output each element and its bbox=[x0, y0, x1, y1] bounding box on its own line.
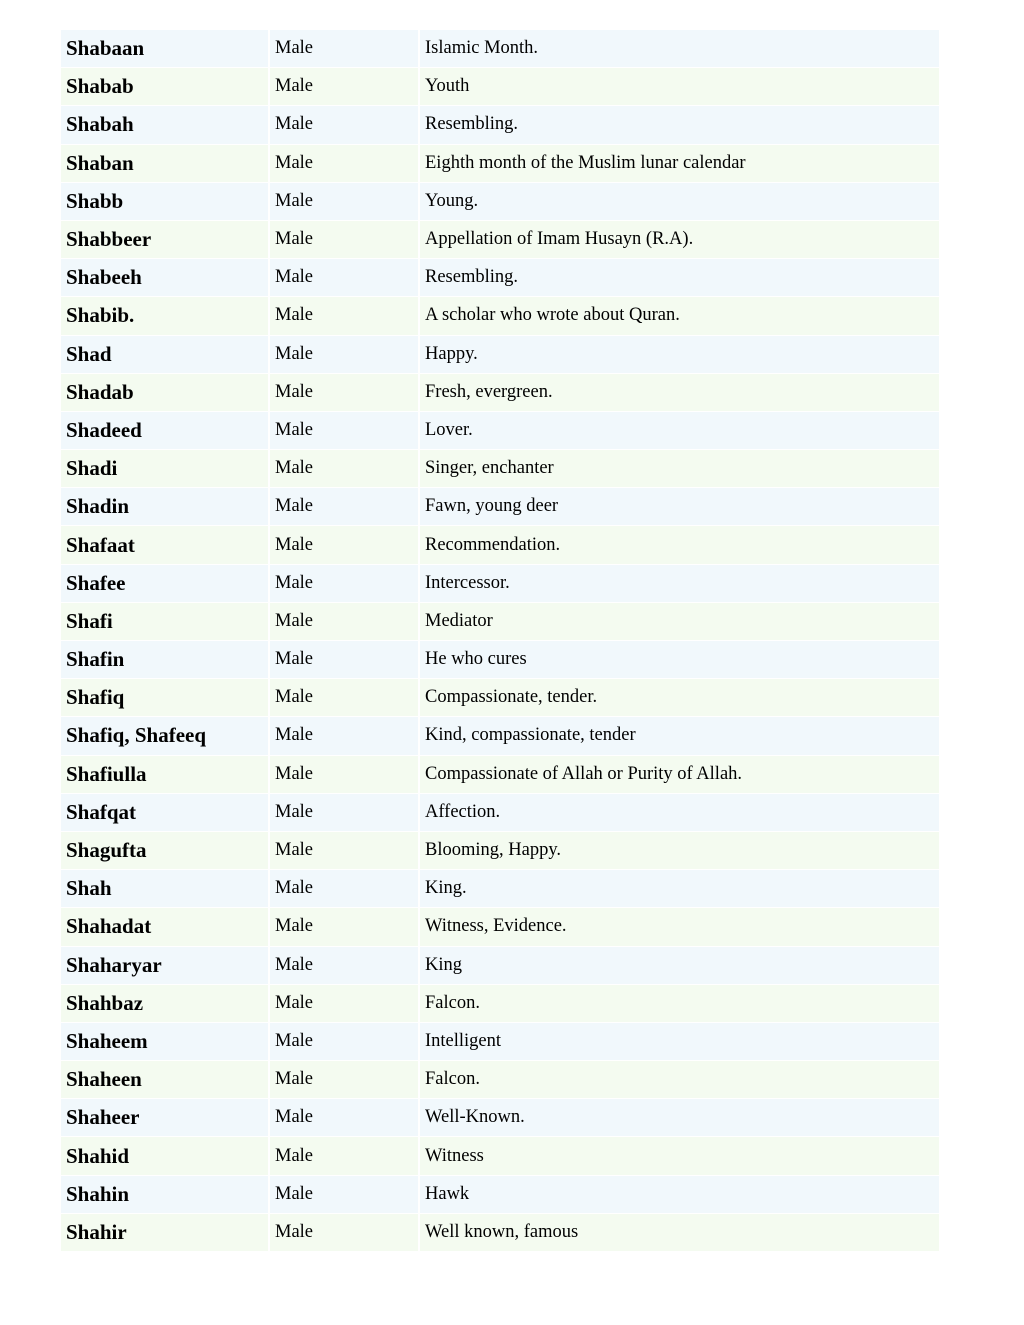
table-row bbox=[61, 1023, 939, 1061]
table-row bbox=[61, 68, 939, 106]
name-cell: Shadin bbox=[61, 488, 270, 526]
meaning-cell: Lover. bbox=[420, 412, 939, 450]
meaning-cell: Affection. bbox=[420, 794, 939, 832]
meaning-cell: Falcon. bbox=[420, 1061, 939, 1099]
meaning-cell: A scholar who wrote about Quran. bbox=[420, 297, 939, 335]
name-cell: Shaban bbox=[61, 145, 270, 183]
table-row bbox=[61, 717, 939, 755]
gender-cell: Male bbox=[270, 1023, 420, 1061]
table-row bbox=[61, 412, 939, 450]
table-row bbox=[61, 183, 939, 221]
gender-cell: Male bbox=[270, 756, 420, 794]
table-row bbox=[61, 259, 939, 297]
gender-cell: Male bbox=[270, 374, 420, 412]
gender-cell: Male bbox=[270, 450, 420, 488]
table-row bbox=[61, 1099, 939, 1137]
name-cell: Shaheer bbox=[61, 1099, 270, 1137]
meaning-cell: Fresh, evergreen. bbox=[420, 374, 939, 412]
meaning-cell: Blooming, Happy. bbox=[420, 832, 939, 870]
name-cell: Shadab bbox=[61, 374, 270, 412]
gender-cell: Male bbox=[270, 1176, 420, 1214]
name-cell: Shahid bbox=[61, 1137, 270, 1175]
table-row bbox=[61, 30, 939, 68]
gender-cell: Male bbox=[270, 679, 420, 717]
name-cell: Shabib. bbox=[61, 297, 270, 335]
gender-cell: Male bbox=[270, 603, 420, 641]
gender-cell: Male bbox=[270, 336, 420, 374]
gender-cell: Male bbox=[270, 488, 420, 526]
meaning-cell: Intelligent bbox=[420, 1023, 939, 1061]
table-row bbox=[61, 1176, 939, 1214]
gender-cell: Male bbox=[270, 526, 420, 564]
meaning-cell: Recommendation. bbox=[420, 526, 939, 564]
name-cell: Shabab bbox=[61, 68, 270, 106]
name-cell: Shabb bbox=[61, 183, 270, 221]
meaning-cell: Young. bbox=[420, 183, 939, 221]
name-cell: Shah bbox=[61, 870, 270, 908]
meaning-cell: King bbox=[420, 947, 939, 985]
meaning-cell: Well-Known. bbox=[420, 1099, 939, 1137]
meaning-cell: Hawk bbox=[420, 1176, 939, 1214]
gender-cell: Male bbox=[270, 221, 420, 259]
table-row bbox=[61, 526, 939, 564]
names-table bbox=[61, 30, 939, 1252]
gender-cell: Male bbox=[270, 106, 420, 144]
gender-cell: Male bbox=[270, 985, 420, 1023]
table-row bbox=[61, 985, 939, 1023]
meaning-cell: Appellation of Imam Husayn (R.A). bbox=[420, 221, 939, 259]
meaning-cell: Resembling. bbox=[420, 259, 939, 297]
meaning-cell: Well known, famous bbox=[420, 1214, 939, 1252]
name-cell: Shahir bbox=[61, 1214, 270, 1252]
meaning-cell: Compassionate of Allah or Purity of Allah. bbox=[420, 756, 939, 794]
name-cell: Shabbeer bbox=[61, 221, 270, 259]
gender-cell: Male bbox=[270, 565, 420, 603]
name-cell: Shabeeh bbox=[61, 259, 270, 297]
table-row bbox=[61, 947, 939, 985]
table-row bbox=[61, 794, 939, 832]
table-row bbox=[61, 106, 939, 144]
name-cell: Shafi bbox=[61, 603, 270, 641]
meaning-cell: Mediator bbox=[420, 603, 939, 641]
name-cell: Shafaat bbox=[61, 526, 270, 564]
meaning-cell: Falcon. bbox=[420, 985, 939, 1023]
gender-cell: Male bbox=[270, 1099, 420, 1137]
table-row bbox=[61, 603, 939, 641]
meaning-cell: King. bbox=[420, 870, 939, 908]
meaning-cell: Witness bbox=[420, 1137, 939, 1175]
meaning-cell: Happy. bbox=[420, 336, 939, 374]
name-cell: Shafin bbox=[61, 641, 270, 679]
gender-cell: Male bbox=[270, 183, 420, 221]
table-row bbox=[61, 488, 939, 526]
name-cell: Shahin bbox=[61, 1176, 270, 1214]
gender-cell: Male bbox=[270, 1061, 420, 1099]
table-row bbox=[61, 297, 939, 335]
table-row bbox=[61, 565, 939, 603]
meaning-cell: He who cures bbox=[420, 641, 939, 679]
name-cell: Shabah bbox=[61, 106, 270, 144]
table-row bbox=[61, 1137, 939, 1175]
table-row bbox=[61, 679, 939, 717]
table-row bbox=[61, 374, 939, 412]
gender-cell: Male bbox=[270, 145, 420, 183]
name-cell: Shafqat bbox=[61, 794, 270, 832]
table-row bbox=[61, 336, 939, 374]
name-cell: Shabaan bbox=[61, 30, 270, 68]
meaning-cell: Eighth month of the Muslim lunar calendar bbox=[420, 145, 939, 183]
name-cell: Shadi bbox=[61, 450, 270, 488]
name-cell: Shaheem bbox=[61, 1023, 270, 1061]
meaning-cell: Kind, compassionate, tender bbox=[420, 717, 939, 755]
name-cell: Shaheen bbox=[61, 1061, 270, 1099]
name-cell: Shafiq bbox=[61, 679, 270, 717]
name-cell: Shad bbox=[61, 336, 270, 374]
meaning-cell: Witness, Evidence. bbox=[420, 908, 939, 946]
table-row bbox=[61, 145, 939, 183]
name-cell: Shahadat bbox=[61, 908, 270, 946]
table-row bbox=[61, 832, 939, 870]
table-row bbox=[61, 870, 939, 908]
name-cell: Shagufta bbox=[61, 832, 270, 870]
meaning-cell: Fawn, young deer bbox=[420, 488, 939, 526]
meaning-cell: Compassionate, tender. bbox=[420, 679, 939, 717]
gender-cell: Male bbox=[270, 1214, 420, 1252]
name-cell: Shafee bbox=[61, 565, 270, 603]
gender-cell: Male bbox=[270, 832, 420, 870]
gender-cell: Male bbox=[270, 908, 420, 946]
gender-cell: Male bbox=[270, 30, 420, 68]
gender-cell: Male bbox=[270, 947, 420, 985]
table-row bbox=[61, 221, 939, 259]
gender-cell: Male bbox=[270, 870, 420, 908]
gender-cell: Male bbox=[270, 1137, 420, 1175]
name-cell: Shaharyar bbox=[61, 947, 270, 985]
name-cell: Shafiq, Shafeeq bbox=[61, 717, 270, 755]
meaning-cell: Youth bbox=[420, 68, 939, 106]
meaning-cell: Singer, enchanter bbox=[420, 450, 939, 488]
name-cell: Shafiulla bbox=[61, 756, 270, 794]
meaning-cell: Intercessor. bbox=[420, 565, 939, 603]
gender-cell: Male bbox=[270, 641, 420, 679]
name-cell: Shadeed bbox=[61, 412, 270, 450]
table-row bbox=[61, 450, 939, 488]
meaning-cell: Resembling. bbox=[420, 106, 939, 144]
names-table-body bbox=[61, 30, 939, 1252]
meaning-cell: Islamic Month. bbox=[420, 30, 939, 68]
gender-cell: Male bbox=[270, 259, 420, 297]
gender-cell: Male bbox=[270, 297, 420, 335]
gender-cell: Male bbox=[270, 717, 420, 755]
table-row bbox=[61, 641, 939, 679]
gender-cell: Male bbox=[270, 412, 420, 450]
table-row bbox=[61, 756, 939, 794]
table-row bbox=[61, 1061, 939, 1099]
gender-cell: Male bbox=[270, 68, 420, 106]
gender-cell: Male bbox=[270, 794, 420, 832]
table-row bbox=[61, 1214, 939, 1252]
table-row bbox=[61, 908, 939, 946]
name-cell: Shahbaz bbox=[61, 985, 270, 1023]
